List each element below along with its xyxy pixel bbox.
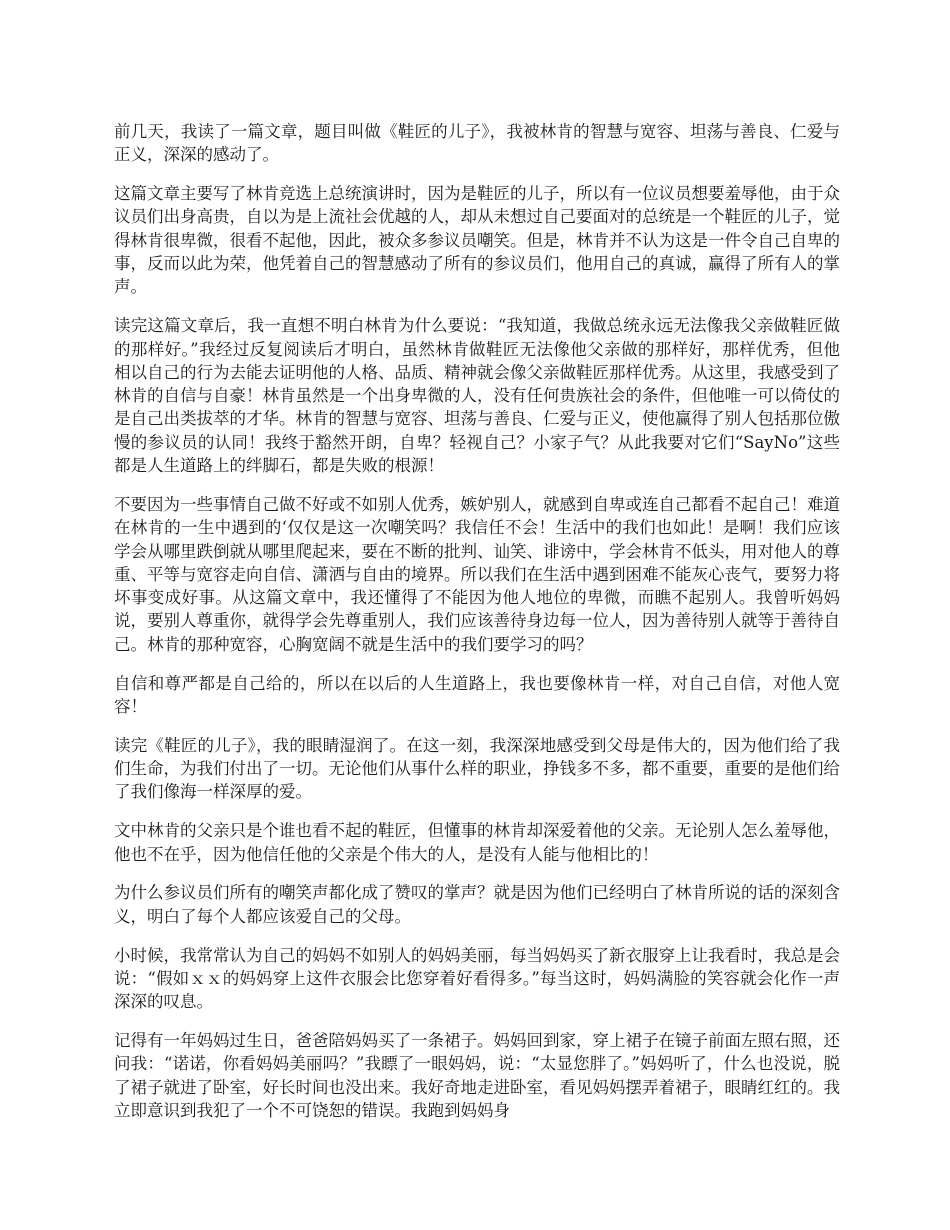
paragraph-4: 不要因为一些事情自己做不好或不如别人优秀，嫉妒别人，就感到自卑或连自己都看不起自己！难道在林肯的一生中遇到的‘仅仅是这一次嘲笑吗？我信任不会！生活中的我们也如此！是啊！我们应该学会从哪里跌倒就从哪里爬起来，要在不断的批判、讪笑、诽谤中，学会林肯不低头，用对他人的尊重、平等与宽容走向自信、潇洒与自由的境界。所以我们在生活中遇到困难不能灰心丧气，要努力将坏事变成好事。从这篇文章中，我还懂得了不能因为他人地位的卑微，而瞧不起别人。我曾听妈妈说，要别人尊重你，就得学会先尊重别人，我们应该善待身边每一位人，因为善待别人就等于善待自己。林肯的那种宽容，心胸宽阔不就是生活中的我们要学习的吗？ xyxy=(114,494,840,654)
paragraph-8: 为什么参议员们所有的嘲笑声都化成了赞叹的掌声？就是因为他们已经明白了林肯所说的话的深刻含义，明白了每个人都应该爱自己的父母。 xyxy=(114,883,840,926)
paragraph-7: 文中林肯的父亲只是个谁也看不起的鞋匠，但懂事的林肯却深爱着他的父亲。无论别人怎么羞辱他，他也不在乎，因为他信任他的父亲是个伟大的人，是没有人能与他相比的！ xyxy=(114,821,840,864)
paragraph-1: 前几天，我读了一篇文章，题目叫做《鞋匠的儿子》，我被林肯的智慧与宽容、坦荡与善良、仁爱与正义，深深的感动了。 xyxy=(114,122,840,165)
paragraph-10: 记得有一年妈妈过生日，爸爸陪妈妈买了一条裙子。妈妈回到家，穿上裙子在镜子前面左照右照，还问我：“诺诺，你看妈妈美丽吗？”我瞟了一眼妈妈，说：“太显您胖了。”妈妈听了，什么也没说，脱了裙子就进了卧室，好长时间也没出来。我好奇地走进卧室，看见妈妈摆弄着裙子，眼睛红红的。我立即意识到我犯了一个不可饶恕的错误。我跑到妈妈身 xyxy=(114,1031,840,1121)
paragraph-6: 读完《鞋匠的儿子》，我的眼睛湿润了。在这一刻，我深深地感受到父母是伟大的，因为他们给了我们生命，为我们付出了一切。无论他们从事什么样的职业，挣钱多不多，都不重要，重要的是他们给了我们像海一样深厚的爱。 xyxy=(114,735,840,802)
paragraph-5: 自信和尊严都是自己给的，所以在以后的人生道路上，我也要像林肯一样，对自己自信，对他人宽容！ xyxy=(114,673,840,716)
paragraph-3: 读完这篇文章后，我一直想不明白林肯为什么要说：“我知道，我做总统永远无法像我父亲做鞋匠做的那样好。”我经过反复阅读后才明白，虽然林肯做鞋匠无法像他父亲做的那样好，那样优秀，但他相以自己的行为去能去证明他的人格、品质、精神就会像父亲做鞋匠那样优秀。从这里，我感受到了林肯的自信与自豪！林肯虽然是一个出身卑微的人，没有任何贵族社会的条件，但他唯一可以倚仗的是自己出类拔萃的才华。林肯的智慧与宽容、坦荡与善良、仁爱与正义，使他赢得了别人包括那位傲慢的参议员的认同！我终于豁然开朗，自卑？轻视自己？小家子气？从此我要对它们“SayNo”这些都是人生道路上的绊脚石，都是失败的根源！ xyxy=(114,316,840,476)
paragraph-2: 这篇文章主要写了林肯竞选上总统演讲时，因为是鞋匠的儿子，所以有一位议员想要羞辱他，由于众议员们出身高贵，自以为是上流社会优越的人，却从未想过自己要面对的总统是一个鞋匠的儿子，觉得林肯很卑微，很看不起他，因此，被众多参议员嘲笑。但是，林肯并不认为这是一件令自己自卑的事，反而以此为荣，他凭着自己的智慧感动了所有的参议员们，他用自己的真诚，赢得了所有人的掌声。 xyxy=(114,184,840,297)
paragraph-9: 小时候，我常常认为自己的妈妈不如别人的妈妈美丽，每当妈妈买了新衣服穿上让我看时，我总是会说：“假如ｘｘ的妈妈穿上这件衣服会比您穿着好看得多。”每当这时，妈妈满脸的笑容就会化作一声深深的叹息。 xyxy=(114,945,840,1012)
document-body xyxy=(114,120,840,1138)
